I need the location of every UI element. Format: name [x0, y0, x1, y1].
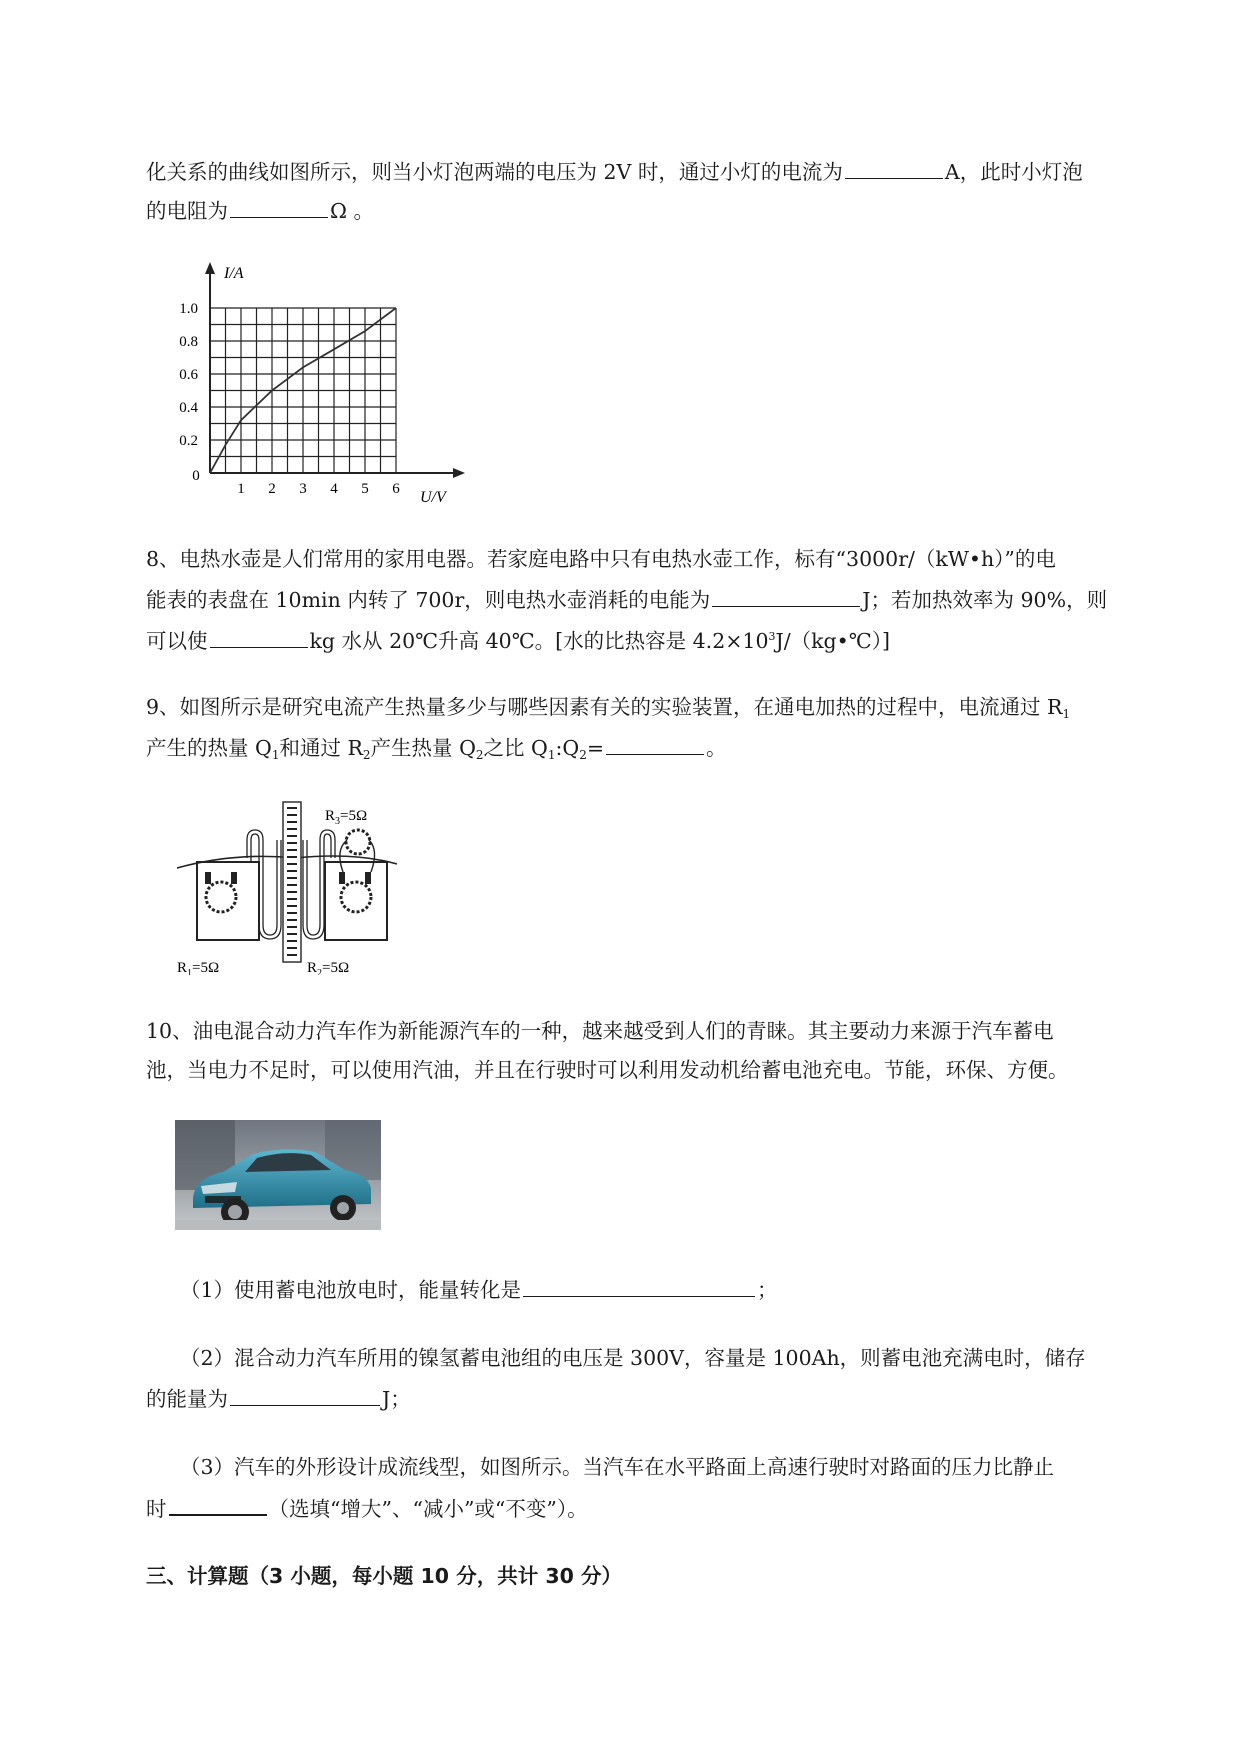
answer-blank[interactable]: [230, 1383, 380, 1406]
answer-blank[interactable]: [845, 156, 943, 179]
y-axis-arrow: [205, 262, 215, 274]
q8-line-1: 8、电热水壶是人们常用的家用电器。若家庭电路中只有电热水壶工作，标有“3000r/（kW•h）”的电: [146, 547, 1056, 571]
q9-line-2: 产生的热量 $Q_1$和通过 $R_2$产生热量 $Q_2$之比 $Q_1:Q_2=$ 。: [146, 732, 727, 769]
answer-blank[interactable]: [606, 732, 704, 755]
x-tick-label: 1: [237, 481, 245, 497]
section-heading: 三、计算题（3 小题，每小题 10 分，共计 30 分）: [146, 1564, 623, 1588]
y-tick-label: 0.6: [179, 367, 198, 383]
y-tick-label: 0.2: [179, 433, 198, 449]
right-u-tube: [303, 830, 335, 939]
q10-sub3-line-2: 时 （选填“增大”、“减小”或“不变”）。: [146, 1492, 588, 1523]
q10-sub3-line-1: （3）汽车的外形设计成流线型，如图所示。当汽车在水平路面上高速行驶时对路面的压力比静止: [180, 1455, 1055, 1479]
q10-sub2-line-2: 的能量为 J；: [146, 1383, 411, 1413]
iv-graph: [170, 258, 480, 510]
right-container: [325, 862, 387, 940]
x-tick-label: 4: [330, 481, 338, 497]
answer-blank[interactable]: [210, 625, 308, 648]
r3-label: $R_3=5\Omega$: [325, 808, 368, 827]
q10-line-1: 10、油电混合动力汽车作为新能源汽车的一种，越来越受到人们的青睐。其主要动力来源于汽车蓄电: [146, 1019, 1054, 1043]
hybrid-car-photo: [175, 1120, 381, 1230]
q10-sub2-line-1: （2）混合动力汽车所用的镍氢蓄电池组的电压是 300V，容量是 100Ah，则蓄电池充满电时，储存: [180, 1346, 1086, 1370]
answer-blank[interactable]: [523, 1274, 755, 1297]
r1-coil: [206, 882, 236, 912]
y-tick-label: 0.4: [179, 400, 198, 416]
answer-blank[interactable]: [712, 584, 860, 607]
graph-grid: [210, 308, 396, 473]
y-axis-label: I/A: [224, 265, 244, 282]
x-tick-label: 5: [361, 481, 369, 497]
q10-line-2: 池，当电力不足时，可以使用汽油，并且在行驶时可以利用发动机给蓄电池充电。节能，环保、方便。: [146, 1058, 1069, 1082]
q10-sub1: （1）使用蓄电池放电时，能量转化是 ；: [180, 1274, 778, 1304]
x-tick-label: 6: [392, 481, 400, 497]
origin-label: 0: [192, 468, 200, 484]
q7-line-2: 的电阻为 Ω 。: [146, 195, 374, 225]
x-tick-label: 3: [299, 481, 307, 497]
r2-label: $R_2=5\Omega$: [307, 960, 350, 975]
x-axis-label: U/V: [420, 489, 446, 506]
q7-line-1: 化关系的曲线如图所示，则当小灯泡两端的电压为 2V 时，通过小灯的电流为 A，此时小灯泡: [146, 156, 1083, 186]
q9-line-1: 9、如图所示是研究电流产生热量多少与哪些因素有关的实验装置，在通电加热的过程中，电流通过 $R_1$: [146, 695, 1071, 721]
left-u-tube: [247, 830, 281, 939]
x-axis-arrow: [453, 468, 465, 478]
scale-ruler: [283, 802, 301, 962]
answer-blank[interactable]: [230, 195, 328, 218]
x-tick-label: 2: [268, 481, 276, 497]
y-tick-label: 0.8: [179, 334, 198, 350]
r1-label: $R_1=5\Omega$: [177, 960, 220, 975]
r3-coil: [346, 830, 370, 854]
y-tick-label: 1.0: [179, 301, 198, 317]
y-tick-labels: [179, 301, 198, 449]
answer-blank[interactable]: [169, 1492, 267, 1516]
q8-line-2: 能表的表盘在 10min 内转了 700r，则电热水壶消耗的电能为 J；若加热效率为 90%，则: [146, 584, 1107, 614]
x-tick-labels: [237, 481, 400, 497]
q8-line-3: 可以使 kg 水从 20℃升高 40℃。[水的比热容是 $4.2\times 10^3J/(kg•℃)$]: [146, 623, 890, 655]
heating-apparatus-diagram: [175, 800, 415, 975]
r2-coil: [341, 882, 371, 912]
